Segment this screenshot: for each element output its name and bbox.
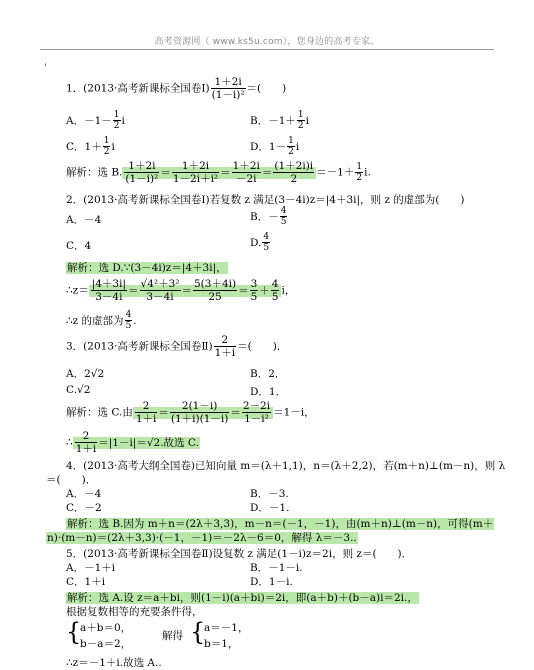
q1-opt-b-suf: i [305,114,309,127]
q3-sol-frac-b [170,400,229,425]
frac-num: 4 [263,232,270,242]
q1-opt-c-half [103,136,111,158]
frac-den: 1－2i＋i² [172,173,219,186]
q4-option-b: B．－3. [250,488,289,500]
half-den: 2 [103,147,110,158]
q2-sol-1-text: 解析：选 D.∵(3－4i)z＝|4＋3i|， [67,262,227,274]
half-num: 1 [356,161,363,172]
half-den: 2 [113,121,120,132]
q2-solution-2: ∴z＝ $\frac{|4+3i|}{3-4i}$ ＝ $\frac{\text{√4²＋3²}}{3-4i}$ ＝ $\frac{5(3+4i)}{25}$ ＝ $\frac{3}{5}$ ＋ $\frac{4}{5}$ i， [66,278,296,304]
q1-sol-pre: 解析：选 B. [66,166,123,179]
q5-system-1-eq-2: b－a＝2， [80,638,132,650]
q5-system-2-eq-2: b＝1， [204,638,239,650]
q2-sol-2-pre: ∴z＝ [66,284,89,297]
q1-sol-end: i. [364,166,371,179]
half-den: 2 [288,147,294,158]
q2-sol-frac-b [140,278,181,303]
page-header: 高考资源网（ www.ks5u.com），您身边的高考专家。 [154,37,380,47]
q1-opt-c-suf: i [111,140,115,153]
half-den: 2 [297,121,304,132]
frac-num: 2(1－i) [170,400,229,413]
q1-opt-a-suf: i [121,114,125,127]
q2-option-c: C．4 [66,240,92,252]
q1-tail: ＝( ) [246,82,287,95]
q5-option-c: C．1＋i [66,576,106,588]
q5-solution-2: 根据复数相等的充要条件得， [66,606,203,618]
q2-sol-frac-a [91,278,127,303]
q2-solution-1 [66,260,228,275]
q1-num: 1＋2i [211,76,246,89]
frac-num: 5(3＋4i) [194,278,237,290]
q3-option-a: A．2√2 [66,368,105,380]
half-den: 2 [356,173,363,184]
q1-option-c [66,136,115,158]
frac-den: 5 [125,321,132,332]
q3-sol-1-pre: 解析：选 C.由 [66,406,133,419]
frac-den: －2i [236,173,257,186]
q3-sol-frac-d [75,430,98,455]
q1-sol-half [355,162,363,184]
q1-opt-a-half [113,110,121,132]
q3-sol-frac-a [135,400,158,425]
half-num: 1 [103,136,110,146]
q2-opt-b-frac [280,206,288,228]
q4-stem-1: 4．(2013·高考大纲全国卷)已知向量 m＝(λ＋1,1)，n＝(λ＋2,2)，若(m＋n)⊥(m－n)，则 λ [66,460,506,472]
q2-sol-3-pre: ∴z 的虚部为 [66,314,124,327]
header-rule [40,49,494,50]
q1-solution: 解析：选 B. $\frac{1+2i}{\text{(1－i)²}}$ ＝ $\frac{1+2i}{\text{1－2i＋i²}}$ ＝ $\frac{1+2i}{-2i}$ ＝ $\frac{(1+2i)i}{2}$ ＝－1＋ $\frac{1}{2}$ i. [66,160,371,186]
paragraph-mark: ' [44,62,47,74]
q1-stem-text: 1．(2013·高考新课标全国卷Ⅰ) [66,82,210,95]
q3-sol-2-pre: ∴ [66,436,73,449]
half-num: 1 [113,110,120,120]
q1-sol-frac-1 [124,160,159,185]
frac-num: √4²＋3² [140,278,180,290]
q2-sol-frac-e [271,278,280,303]
q3-sol-1-end: ＝1－i， [273,406,315,419]
q5-option-a: A．－1＋i [66,562,116,574]
q4-stem-2: ＝( )． [46,474,97,486]
frac-num: 2 [135,400,158,413]
q2-opt-d-frac [262,232,270,254]
q5-option-b: B．－1－i. [250,562,303,574]
q2-opt-d-pre: D. [250,236,262,249]
frac-num: 1＋2i [124,160,159,173]
q2-opt-b-pre: B．－ [250,210,279,223]
q2-option-a: A．－4 [66,214,102,226]
q2-option-d [250,232,271,254]
q5-system-1-eq-1: a＋b＝0， [80,622,132,634]
frac-num: 2 [75,430,98,443]
frac-num: 1＋2i [232,160,260,172]
q1-option-d [250,136,299,158]
frac-den: 3－4i [146,291,174,304]
frac-den: 5 [263,243,270,254]
q5-left-brace-1: { [66,618,82,646]
q3-option-d: D．1． [250,386,287,398]
q3-solution-1: 解析：选 C.由 $\frac{2}{1+i}$ ＝ $\frac{2(1-i)}{(1+i)(1-i)}$ ＝ $\frac{2-2i}{\text{1－i²}}$ ＝1－i， [66,400,315,426]
q4-option-c: C．－2 [66,502,102,514]
q3-tail: ＝( )． [237,340,288,353]
q3-sol-frac-c [242,400,271,425]
frac-num: 4 [125,310,132,320]
frac-num: 2 [214,334,237,347]
q3-option-c: C.√2 [66,384,91,396]
q1-opt-b-half [297,110,305,132]
q5-sol-1-text: 解析：选 A.设 z＝a＋bi，则(1－i)(a＋bi)＝2i，即(a＋b)＋(b－a)i＝2i.， [67,592,418,604]
q2-sol-3-frac [125,310,133,332]
q2-solution-3 [66,310,137,332]
q5-stem: 5．(2013·高考新课标全国卷Ⅱ)设复数 z 满足(1－i)z＝2i，则 z＝( )． [66,548,413,560]
q2-sol-2-end: i， [281,284,296,297]
q1-opt-d-pre: D．1－ [250,140,287,153]
frac-den: 5 [280,217,287,228]
frac-den: 5 [250,291,258,304]
frac-num: |4＋3i| [91,278,127,290]
q2-sol-3-end: . [133,314,137,327]
q1-opt-a-pre: A．－1－ [66,114,112,127]
q3-stem-text: 3．(2013·高考新课标全国卷Ⅱ) [66,340,213,353]
q4-sol-1-text: 解析：选 B.因为 m＋n＝(2λ＋3,3)，m－n＝(－1，－1)，由(m＋n)⊥(m－n)，可得(m＋ [67,518,494,530]
frac-den: 5 [271,291,279,304]
q1-stem [66,76,286,101]
frac-num: (1＋2i)i [274,160,314,172]
q1-den: (1－i)² [211,89,245,102]
q1-sol-frac-2 [172,160,219,185]
q1-sol-tail: ＝－1＋ [316,166,355,179]
q2-sol-frac-c [193,278,237,303]
frac-den: 1＋i [75,443,97,456]
half-num: 1 [297,110,304,120]
frac-den: 1－i² [244,413,269,426]
q1-opt-d-suf: i [295,140,300,153]
q5-solution-3: ∴z＝－1＋i.故选 A.. [66,657,162,669]
q3-stem [66,334,287,359]
q1-opt-b-pre: B．－1＋ [250,114,296,127]
frac-den: 1＋i [214,347,236,360]
q3-solution-2 [66,430,200,455]
q1-sol-frac-4 [273,160,314,185]
q1-sol-frac-3 [232,160,261,185]
frac-num: 2－2i [242,400,271,412]
q4-sol-2-text: n)·(m－n)＝(2λ＋3,3)·(－1，－1)＝－2λ－6＝0，解得 λ＝－3.. [47,532,357,544]
frac-den: (1－i)² [125,173,159,186]
q1-fraction [211,76,246,101]
q2-option-b [250,206,288,228]
q5-left-brace-2: { [190,618,206,646]
q5-solve-label: 解得 [162,630,183,642]
q2-stem: 2．(2013·高考新课标全国卷Ⅰ)若复数 z 满足(3－4i)z＝|4＋3i|，则 z 的虚部为( ) [66,194,465,206]
q4-solution-1 [66,516,494,531]
q5-solution-1 [66,590,419,605]
q1-opt-d-half [287,136,295,158]
q3-fraction [214,334,237,359]
frac-num: 4 [271,278,279,290]
q2-sol-frac-d [250,278,259,303]
q3-option-b: B．2． [250,368,286,380]
frac-num: 1＋2i [172,160,219,173]
q1-opt-c-pre: C．1＋ [66,140,102,153]
frac-den: 25 [208,291,222,304]
frac-den: (1＋i)(1－i) [170,413,229,426]
q5-system-2-eq-1: a＝－1， [204,622,249,634]
frac-den: 2 [290,173,298,186]
q5-option-d: D．1－i. [250,576,293,588]
q4-option-d: D．－1. [250,502,290,514]
q3-sol-2-end: ＝|1－i|＝√2.故选 C. [98,436,199,449]
q1-option-a [66,110,125,132]
frac-den: 3－4i [95,291,123,304]
frac-num: 4 [280,206,287,216]
q4-solution-2 [46,530,358,545]
frac-den: 1＋i [135,413,157,426]
q1-option-b [250,110,309,132]
q4-option-a: A．－4 [66,488,102,500]
half-num: 1 [288,136,294,146]
frac-num: 3 [250,278,258,290]
